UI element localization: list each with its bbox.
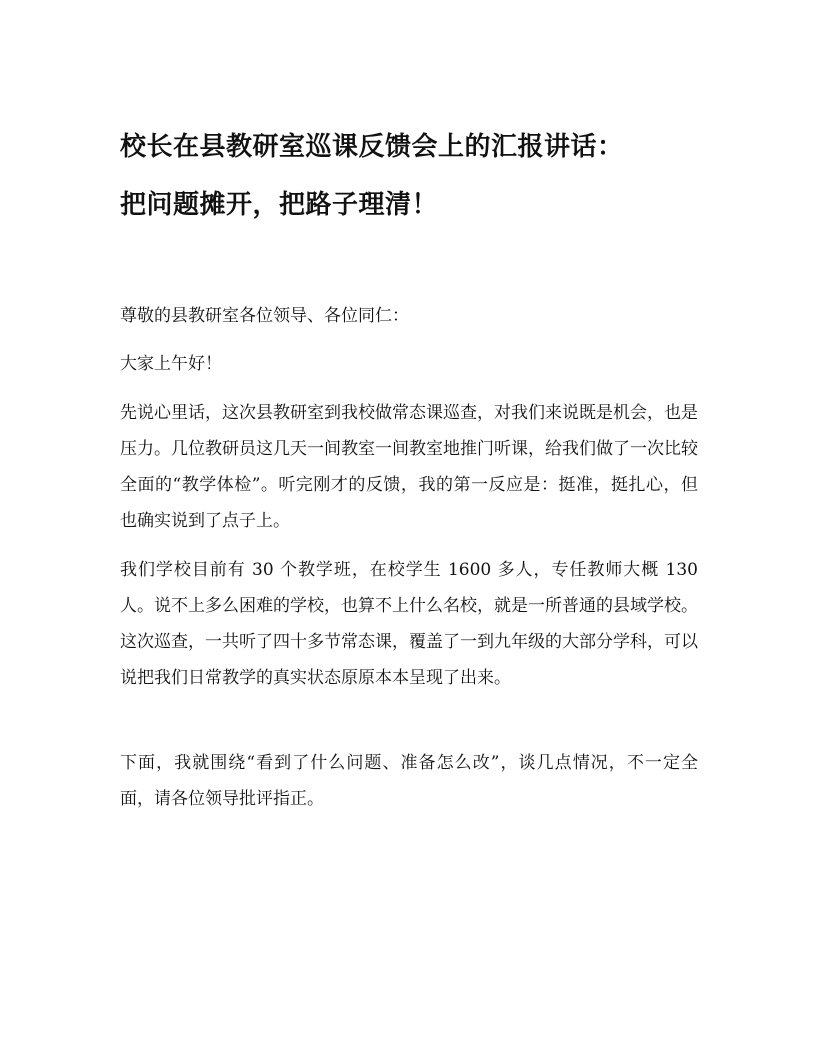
document-title-line-2: 把问题摊开，把路子理清！ <box>120 190 439 220</box>
body-paragraph-3: 下面，我就围绕“看到了什么问题、准备怎么改”，谈几点情况，不一定全面，请各位领导批评指正。 <box>120 753 698 809</box>
body-paragraph-1: 先说心里话，这次县教研室到我校做常态课巡查，对我们来说既是机会，也是压力。几位教研员这几天一间教室一间教室地推门听课，给我们做了一次比较全面的“教学体检”。听完刚才的反馈，我的第一反应是：挺准，挺扎心，但也确实说到了点子上。 <box>120 403 698 531</box>
document-title-line-1: 校长在县教研室巡课反馈会上的汇报讲话： <box>120 132 624 162</box>
salutation-paragraph: 尊敬的县教研室各位领导、各位同仁： <box>120 306 409 326</box>
body-paragraph-2: 我们学校目前有 30 个教学班，在校学生 1600 多人，专任教师大概 130 人。说不上多么困难的学校，也算不上什么名校，就是一所普通的县域学校。这次巡查，一共听了四十多节常态课，覆盖了一到九年级的大部分学科，可以说把我们日常教学的真实状态原原本本呈现了出来。 <box>120 560 698 688</box>
greeting-paragraph: 大家上午好！ <box>120 354 222 374</box>
